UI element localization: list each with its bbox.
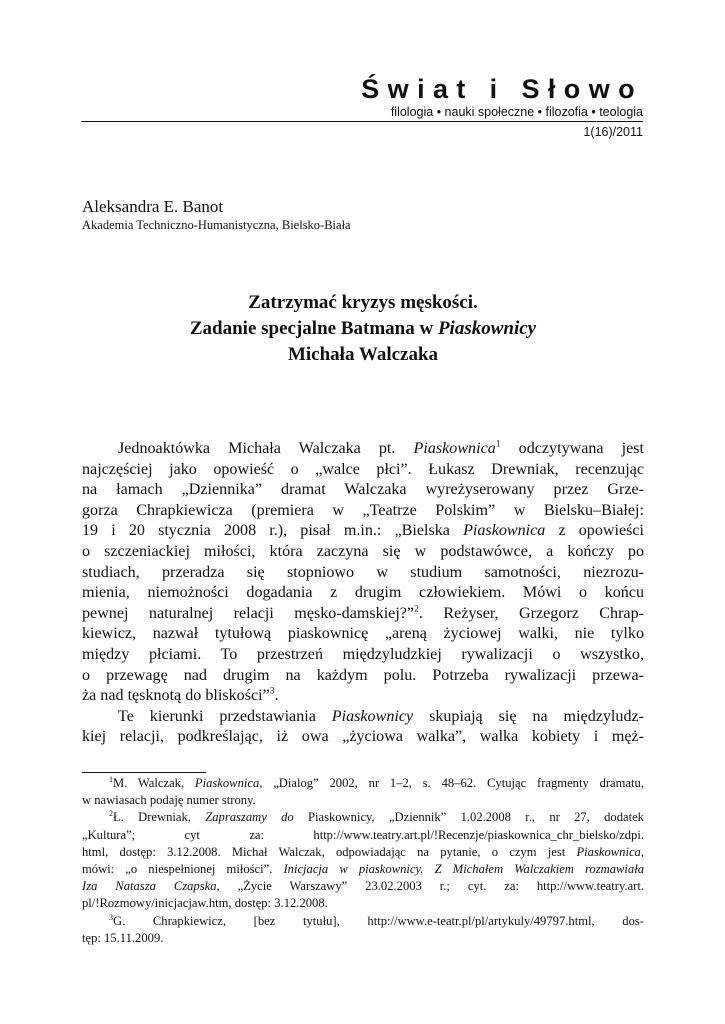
footnote-ref-1: 1 — [495, 438, 501, 450]
issue-number: 1(16)/2011 — [583, 125, 643, 139]
body-line: mienia, niemożności dogadania z drugim człowiekiem. Mówi o końcu — [82, 584, 644, 602]
text-run: . — [274, 687, 279, 705]
text-run: Piaskownicy, „Dziennik” 1.02.2008 r., nr 27, dodatek — [293, 810, 644, 825]
footnote-rule — [82, 772, 206, 773]
body-line — [82, 521, 644, 542]
author-affiliation: Akademia Techniczno-Humanistyczna, Bielsko-Biała — [82, 218, 351, 232]
footnote-ref-3: 3 — [269, 685, 275, 697]
title-line-2-italic: Piaskownicy — [437, 318, 537, 339]
title-line-2 — [82, 316, 644, 342]
body-line: gorza Chrapkiewicza (premiera w „Teatrze Polskim” w Bielsku–Białej: — [82, 501, 644, 519]
text-run: odczytywana jest — [500, 440, 645, 457]
italic-run: Piaskownica — [413, 440, 496, 457]
body-line: na łamach „Dziennika” dramat Walczaka wyreżyserowany przez Grze- — [82, 481, 644, 499]
text-run: , „Życie Warszawy” 23.02.2003 r.; cyt. za: http://www.teatry.art. — [216, 879, 645, 894]
italic-run: Inicjacja w piaskownicy. Z Michałem Walczakiem rozmawiała — [283, 862, 644, 877]
body-line: kiej relacji, podkreślając, iż owa „życiowa walka”, walka kobiety i męż- — [82, 728, 644, 746]
footnote-line: w nawiasach podaję numer strony. — [82, 793, 256, 808]
text-run: G. Chrapkiewicz, [bez tytułu], http://www.e-teatr.pl/pl/artykuly/49797.html, dos- — [113, 913, 644, 928]
footnote-mark: 1 — [109, 774, 113, 784]
body-line: studiach, przeradza się stopniowo w studium samotności, niezrozu- — [82, 563, 644, 581]
body-line: o przewagę nad drugim na każdym polu. Potrzeba rywalizacji przewa- — [82, 666, 644, 684]
footnote-line — [82, 844, 644, 861]
text-run: pewnej naturalnej relacji męsko-damskiej?” — [82, 604, 415, 622]
italic-run: Piaskownicy — [331, 707, 414, 725]
body-line — [82, 686, 644, 707]
italic-run: Zapraszamy do — [205, 810, 294, 825]
footnote-ref-2: 2 — [414, 603, 419, 615]
footnote-line — [82, 878, 644, 895]
journal-subtitle: filologia • nauki społeczne • filozofia • teologia — [390, 105, 643, 119]
footnote-line — [82, 861, 644, 878]
italic-run: Piaskownica — [194, 776, 260, 790]
body-line: o szczeniackiej miłości, która zaczyna się w podstawówce, a kończy po — [82, 542, 644, 560]
text-run: Te kierunki przedstawiania — [118, 707, 332, 725]
text-run: 19 i 20 stycznia 2008 r.), pisał m.in.: „Bielska — [82, 522, 464, 540]
title-line-3: Michała Walczaka — [287, 344, 439, 365]
italic-run: Piaskownica — [463, 522, 546, 540]
footnote-line: „Kultura”; cyt za: http://www.teatry.art.pl/!Recenzje/piaskownica_chr_bielsko/zdpi. — [82, 827, 644, 842]
body-line: między płciami. To przestrzeń międzyludzkiej rywalizacji o wszystko, — [82, 645, 644, 663]
footnotes — [82, 775, 644, 947]
footnote-2 — [82, 809, 644, 826]
footnote-1 — [82, 775, 644, 792]
body-line — [82, 439, 644, 460]
text-run: Ł. Drewniak, — [113, 810, 206, 825]
text-run: Jednoaktówka Michała Walczaka pt. — [118, 440, 414, 457]
text-run: skupiają się na międzyludz- — [413, 707, 644, 725]
journal-title: Świat i Słowo — [361, 74, 643, 104]
body-line — [82, 604, 644, 625]
body-line: najczęściej jako opowieść o „walce płci”. Łukasz Drewniak, recenzując — [82, 460, 644, 478]
italic-run: Iza Natasza Czapska — [82, 879, 217, 894]
article-title — [82, 290, 644, 368]
footnote-line: pl/!Rozmowy/inicjacjaw.htm, dostęp: 3.12.2008. — [82, 896, 328, 911]
body-line: kiewicz, nazwał tytułową piaskownicę „areną życiowej walki, nie tylko — [82, 625, 644, 643]
footnote-mark: 3 — [109, 912, 113, 922]
text-run: . Reżyser, Grzegorz Chrap- — [418, 604, 644, 622]
text-run: ża nad tęsknotą do bliskości” — [82, 687, 270, 705]
author-name: Aleksandra E. Banot — [82, 197, 224, 216]
text-run: , „Dialog” 2002, nr 1–2, s. 48–62. Cytując fragmenty dramatu, — [259, 776, 644, 790]
body-text — [82, 439, 644, 748]
text-run: z opowieści — [545, 522, 645, 540]
title-line-1: Zatrzymać kryzys męskości. — [248, 292, 478, 313]
footnote-mark: 2 — [109, 809, 113, 819]
text-run: M. Walczak, — [113, 776, 195, 790]
title-line-2-text: Zadanie specjalne Batmana w — [189, 318, 438, 339]
header-rule — [81, 121, 643, 122]
body-line — [82, 707, 644, 728]
text-run: html, dostęp: 3.12.2008. Michał Walczak, odpowiadając na pytanie, o czym jest — [82, 844, 577, 859]
text-run: mówi: „o niespełnionej miłości”. — [82, 862, 284, 877]
italic-run: Piaskownica, — [576, 844, 644, 859]
footnote-line: tęp: 15.11.2009. — [82, 930, 164, 945]
footnote-3 — [82, 913, 644, 930]
